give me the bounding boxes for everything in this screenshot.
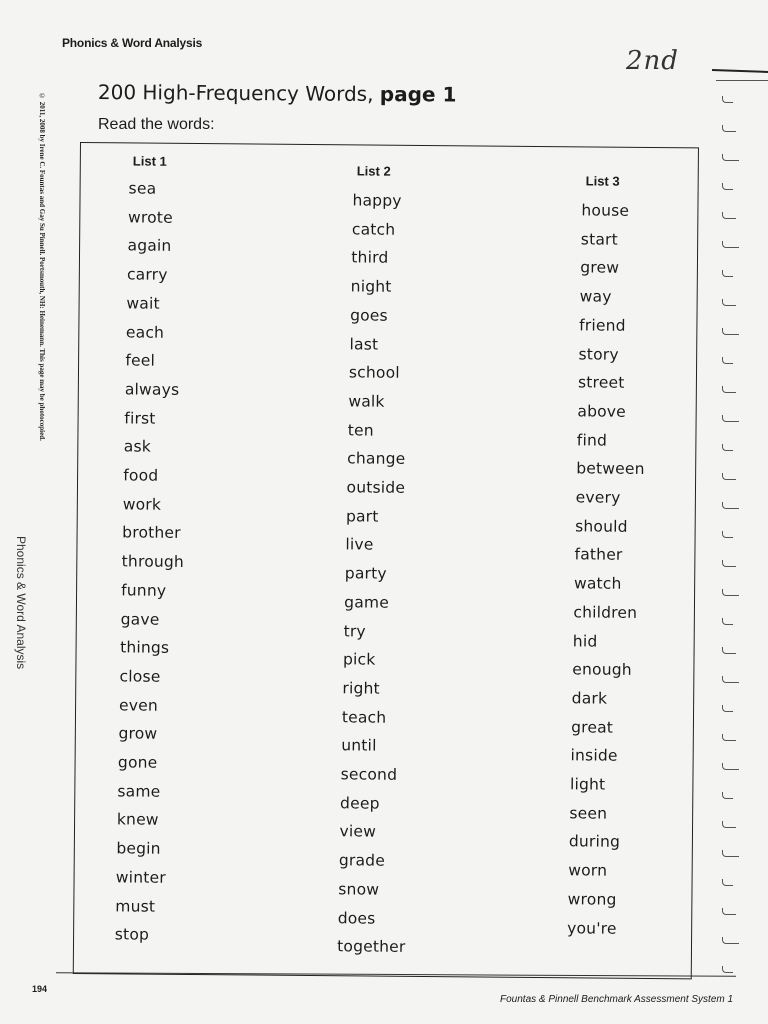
word-item: things xyxy=(120,638,170,657)
section-header: Phonics & Word Analysis xyxy=(62,36,203,50)
word-item: must xyxy=(115,896,156,916)
word-item: should xyxy=(575,517,628,536)
word-item: second xyxy=(340,765,398,784)
word-item: always xyxy=(124,380,180,399)
word-item: live xyxy=(345,535,374,554)
check-mark xyxy=(722,734,736,741)
word-item: gave xyxy=(120,609,160,629)
word-item: pick xyxy=(342,650,376,669)
word-item: carry xyxy=(126,265,168,284)
word-item: stop xyxy=(114,925,150,944)
word-item: children xyxy=(573,603,638,622)
check-mark xyxy=(722,183,733,190)
word-item: hid xyxy=(572,631,598,651)
word-item: watch xyxy=(573,574,622,593)
word-item: again xyxy=(127,236,172,256)
word-item: sea xyxy=(128,179,157,198)
word-item: night xyxy=(350,277,392,296)
word-item: during xyxy=(568,832,621,852)
handwritten-grade-note: 2nd xyxy=(626,46,679,76)
check-mark xyxy=(722,705,733,712)
word-item: until xyxy=(341,736,377,755)
check-mark xyxy=(722,792,733,799)
word-item: game xyxy=(344,593,390,612)
word-item: start xyxy=(580,230,619,249)
word-item: light xyxy=(569,775,606,794)
check-mark xyxy=(722,473,736,480)
word-item: even xyxy=(118,695,158,715)
word-item: close xyxy=(119,667,161,686)
word-item: view xyxy=(339,822,377,841)
word-item: change xyxy=(347,449,406,469)
word-item: does xyxy=(337,908,376,928)
check-mark xyxy=(722,270,733,277)
word-item: find xyxy=(576,430,608,450)
check-mark xyxy=(722,444,733,451)
footer-credit: Fountas & Pinnell Benchmark Assessment System 1 xyxy=(500,994,734,1005)
check-mark xyxy=(722,937,739,944)
word-item: last xyxy=(349,334,379,354)
pen-mark xyxy=(712,69,768,73)
word-item: funny xyxy=(121,581,167,600)
word-item: outside xyxy=(346,478,406,497)
word-item: party xyxy=(344,564,387,583)
check-mark xyxy=(722,299,736,306)
word-item: grade xyxy=(338,851,386,870)
word-item: ask xyxy=(123,437,152,456)
check-mark xyxy=(722,647,736,654)
word-item: third xyxy=(351,248,389,268)
word-item: walk xyxy=(348,392,385,411)
instructions: Read the words: xyxy=(98,116,215,133)
word-item: every xyxy=(575,488,621,507)
word-item: enough xyxy=(572,660,632,680)
word-item: same xyxy=(117,782,161,801)
word-item: dark xyxy=(571,689,608,708)
check-mark xyxy=(722,821,736,828)
list-title: List 2 xyxy=(356,163,391,179)
check-mark xyxy=(722,125,736,132)
word-item: grow xyxy=(118,724,158,743)
word-item: inside xyxy=(570,746,618,766)
word-item: catch xyxy=(351,220,396,239)
list-title: List 3 xyxy=(585,173,620,189)
word-item: school xyxy=(348,363,400,382)
word-list-box xyxy=(73,142,699,979)
copyright-notice: © 2011, 2008 by Irene C. Fountas and Gay Su Pinnell. Portsmouth, NH: Heinemann. This page may be photocopied. xyxy=(38,92,46,441)
word-item: each xyxy=(125,322,165,342)
word-item: gone xyxy=(117,753,158,772)
word-item: seen xyxy=(569,803,608,823)
check-mark xyxy=(722,879,733,886)
word-item: first xyxy=(124,408,156,428)
check-mark xyxy=(722,850,739,857)
check-mark xyxy=(722,531,733,538)
page-title xyxy=(98,80,457,107)
list-title: List 1 xyxy=(132,153,167,169)
word-item: through xyxy=(121,552,185,572)
check-mark xyxy=(722,96,733,103)
check-mark xyxy=(722,966,733,973)
word-item: way xyxy=(579,287,612,306)
margin-check-marks xyxy=(722,96,752,1001)
check-mark xyxy=(722,676,739,683)
check-mark xyxy=(722,386,736,393)
page-title-main: 200 High-Frequency Words, xyxy=(97,80,374,106)
word-item: friend xyxy=(579,316,626,335)
check-mark xyxy=(722,502,739,509)
check-mark xyxy=(722,589,739,596)
check-mark xyxy=(722,154,739,161)
check-mark xyxy=(722,241,739,248)
page-title-bold: page 1 xyxy=(379,81,457,107)
check-mark xyxy=(722,328,739,335)
word-item: wait xyxy=(126,294,160,313)
word-item: wrote xyxy=(127,208,173,227)
word-item: brother xyxy=(122,523,181,543)
word-item: deep xyxy=(340,793,380,813)
check-mark xyxy=(722,618,733,625)
word-item: feel xyxy=(125,351,156,370)
word-item: above xyxy=(577,402,627,421)
word-item: knew xyxy=(116,810,159,830)
word-item: you're xyxy=(567,918,617,938)
word-item: house xyxy=(581,201,630,220)
word-item: street xyxy=(577,373,625,392)
word-item: ten xyxy=(347,420,374,440)
page-number: 194 xyxy=(32,984,48,994)
pen-mark xyxy=(716,80,768,81)
check-mark xyxy=(722,908,736,915)
word-item: worn xyxy=(568,861,608,880)
word-item: food xyxy=(123,466,159,485)
word-item: wrong xyxy=(567,890,617,909)
check-mark xyxy=(722,357,733,364)
word-item: great xyxy=(571,717,614,737)
check-mark xyxy=(722,763,739,770)
word-item: happy xyxy=(352,191,402,210)
word-item: part xyxy=(345,507,379,526)
word-item: winter xyxy=(115,868,166,887)
side-section-title: Phonics & Word Analysis xyxy=(14,536,28,670)
word-item: between xyxy=(576,459,645,479)
word-item: father xyxy=(574,545,623,565)
word-item: goes xyxy=(350,306,388,325)
word-item: story xyxy=(578,344,619,364)
check-mark xyxy=(722,212,736,219)
word-item: together xyxy=(337,937,406,957)
word-item: snow xyxy=(338,880,380,899)
word-item: try xyxy=(343,621,366,641)
word-item: work xyxy=(122,495,162,514)
word-item: right xyxy=(342,679,380,698)
word-item: begin xyxy=(116,839,161,858)
check-mark xyxy=(722,415,739,422)
word-item: grew xyxy=(580,258,620,278)
check-mark xyxy=(722,560,736,567)
word-item: teach xyxy=(341,707,387,727)
